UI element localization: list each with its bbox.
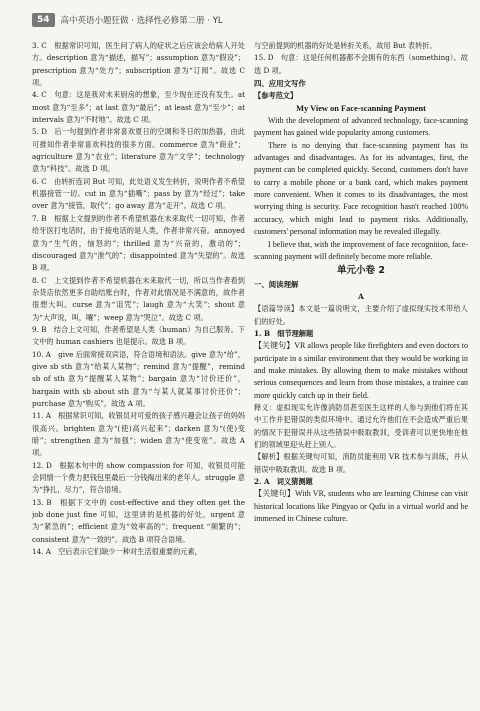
question-type: 2. A 词义猜测题 [254, 477, 313, 487]
answer-item: 7. B 根据上文提到的作者不希望机器在未来取代一切可知，作者给牙医打电话时，由于接电话的是人类，作者非常兴奋。annoyed 意为“生气的，恼怒的”；thrilled 意为“兴奋的，激动的”；discouraged 意为“泄气的”；disappointed 意为“失望的”。故选 B 项。 [32, 213, 245, 273]
passage-label: A [358, 291, 364, 301]
translation: 释义：虚拟现实允许像消防员甚至医生这样的人参与到他们将在其中工作并犯错误的类似环境中。通过允许他们在不会造成严重后果的情况下犯错误并从这些错误中吸取教训，受训者可以更快地在他们的领域里迎头赶上别人。 [254, 402, 468, 449]
answer-item: 8. C 上文提到作者不希望机器在未来取代一切，所以当作者看到杂货店依然更多自助结账台时，作者对此情况是不满意的，故作者很想大叫。curse 意为“诅咒”；laugh 意为“大笑”；shout 意为“大声说，叫，嚷”；weep 意为“哭泣”。故选 C 项。 [32, 275, 245, 322]
answer-item: 14. A 空后表示它们缺少一种对生活很重要的元素， [32, 547, 202, 557]
answer-item: 4. C 句意：这是我对未来厨房的想象，至少现在还没有发生。at most 意为“至多”；at last 意为“最后”；at least 意为“至少”；at intervals 意为“不时地”。故选 C 项。 [32, 90, 245, 125]
essay-paragraph: There is no denying that face-scanning payment has its advantages and disadvantages. As for its advantages, first, the payment can be completed quickly. Second, customers don't have to carry a mobile phone or a bank card, which makes payment more convenient. When it comes to its disadvantages, the most worrying thing is security. Face recognition hasn't reached 100% accuracy, which might lead to payment risks. Additionally, customers' personal information may be revealed illegally. [254, 140, 468, 237]
answer-item: 13. B 根据下文中的 cost-effective and they often get the job done just fine 可知，这里讲的是机器的好处。urgent 意为“紧急的”；efficient 意为“效率高的”；frequent “频繁的”；consistent 意为“一致的”。故选 B 项符合语境。 [32, 497, 245, 544]
essay-paragraph: With the development of advanced technology, face-scanning payment has gained wide popularity among customers. [254, 116, 468, 138]
answer-item: 12. D 根据本句中的 show compassion for 可知，收银员可能会同情一个费力把钱包里最后一分钱掏出来的老年人。struggle 意为“挣扎，尽力”，符合语境。 [32, 460, 245, 495]
essay-title: My View on Face-scanning Payment [296, 103, 426, 113]
key-sentence: 【关键句】VR allows people like firefighters and even doctors to participate in a similar environment that they would be working in and make mistakes. By allowing them to make mistakes without serious consequences and learn from those mistakes, a trainee can more quickly catch up in their field. [254, 341, 468, 400]
answer-item: 3. C 根据常识可知，医生问了病人的症状之后应该会给病人开处方。description 意为“描述，描写”；assumption 意为“假设”；prescription 意为“处方”；subscription 意为“订阅”。故选 C 项。 [32, 41, 245, 88]
page-header [0, 0, 480, 40]
reference-answer-label: 【参考范文】 [254, 91, 298, 101]
answer-item: 6. C 由转折连词 But 可知，此处语义发生转折，说明作者不希望机器接管一切。cut in 意为“插嘴”；pass by 意为“经过”；take over 意为“接管，取代”；go away 意为“走开”。故选 C 项。 [32, 176, 245, 211]
analysis: 【解析】根据关键句可知，消防员能利用 VR 技术参与训练，并从错误中吸取教训。故选 B 项。 [254, 452, 468, 474]
answer-item: 9. B 结合上文可知，作者希望是人类（human）为自己服务。下文中的 human cashiers 也是提示。故选 B 项。 [32, 324, 245, 347]
answer-item: 10. A give 后面常接双宾语，符合语境和语法。give 意为“给”，give sb sth 意为“给某人某物”；remind 意为“提醒”，remind sb of sth 意为“提醒某人某物”；bargain 意为“讨价还价”，bargain with sb about sth 意为“与某人就某事讨价还价”；purchase 意为“购买”。故选 A 项。 [32, 349, 245, 408]
unit-title: 单元小卷 2 [337, 265, 385, 277]
right-column [254, 40, 468, 705]
key-sentence: 【关键句】With VR, students who are learning Chinese can visit historical locations like Pingyao or Qufu in a virtual world and be immersed in Chinese culture. [254, 489, 468, 524]
answer-item: 15. D 句意：这是任何机器都不会拥有的东西（something）。故选 D 项。 [254, 53, 468, 75]
left-column [32, 40, 245, 705]
section-heading-reading: 一、阅读理解 [254, 279, 299, 289]
question-type: 1. B 细节理解题 [254, 328, 314, 338]
book-title: 高中英语小题狂做 · 选择性必修第二册 · YL [60, 16, 223, 26]
passage-guide: 【语篇导读】本文是一篇说明文，主要介绍了虚拟现实技术带给人们的好处。 [254, 304, 468, 326]
answer-item: 5. D 后一句提到作者非常喜欢夏日的空调和冬日的加热器，由此可推知作者非常喜欢科技的很多方面。commerce 意为“商业”；agriculture 意为“农业”；literature 意为“文学”；technology 意为“科技”。故选 D 项。 [32, 127, 245, 174]
page-number: 54 [32, 13, 55, 27]
answer-continuation: 与空前提到的机器的好处是转折关系，故用 But 表转折。 [254, 41, 437, 50]
essay-paragraph: I believe that, with the improvement of face recognition, face-scanning payment will definitely become more reliable. [254, 239, 468, 261]
section-heading-writing: 四、应用文写作 [254, 79, 306, 89]
answer-item: 11. A 根据常识可知，收银员对可爱的孩子感兴趣会让孩子的妈妈很高兴。brighten 意为“(使)高兴起来”；darken 意为“(使)变暗”；strengthen 意为“加强”；widen 意为“使变宽”。故选 A 项。 [32, 411, 245, 458]
